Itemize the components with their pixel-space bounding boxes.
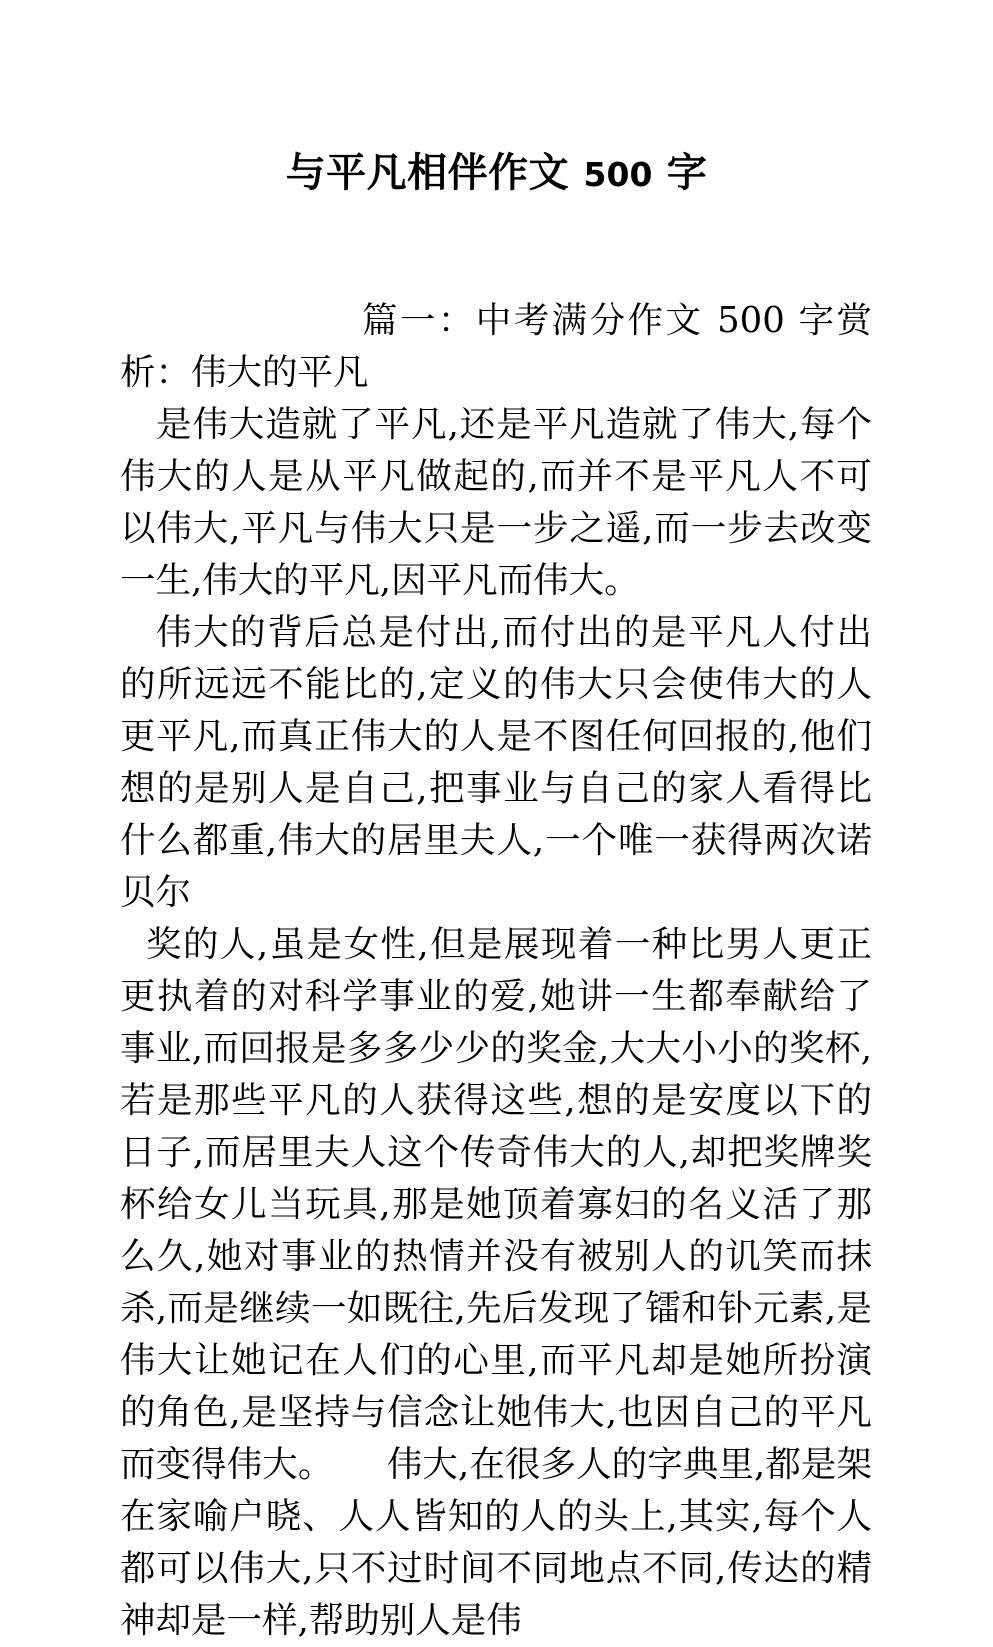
paragraph: 是伟大造就了平凡,还是平凡造就了伟大,每个伟大的人是从平凡做起的,而并不是平凡人不可以伟大,平凡与伟大只是一步之遥,而一步去改变一生,伟大的平凡,因平凡而伟大。 — [120, 404, 872, 601]
section-heading: 篇一：中考满分作文 500 字赏析：伟大的平凡 — [120, 300, 872, 393]
document-body — [120, 295, 872, 1647]
paragraph: 伟大的背后总是付出,而付出的是平凡人付出的所远远不能比的,定义的伟大只会使伟大的人更平凡,而真正伟大的人是不图任何回报的,他们想的是别人是自己,把事业与自己的家人看得比什么都重,伟大的居里夫人,一个唯一获得两次诺贝尔 — [120, 612, 872, 913]
paragraph: 奖的人,虽是女性,但是展现着一种比男人更正更执着的对科学事业的爱,她讲一生都奉献给了事业,而回报是多多少少的奖金,大大小小的奖杯,若是那些平凡的人获得这些,想的是安度以下的日子,而居里夫人这个传奇伟大的人,却把奖牌奖杯给女儿当玩具,那是她顶着寡妇的名义活了那么久,她对事业的热情并没有被别人的讥笑而抹杀,而是继续一如既往,先后发现了镭和钋元素,是伟大让她记在人们的心里,而平凡却是她所扮演的角色,是坚持与信念让她伟大,也因自己的平凡而变得伟大。 伟大,在很多人的字典里,都是架在家喻户晓、人人皆知的人的头上,其实,每个人都可以伟大,只不过时间不同地点不同,传达的精神却是一样,帮助别人是伟 — [120, 924, 872, 1641]
page-title-number: 500 — [583, 154, 653, 194]
page-title-prefix: 与平凡相伴作文 — [285, 148, 584, 196]
page-title-suffix: 字 — [652, 148, 708, 196]
page-title — [0, 147, 993, 201]
